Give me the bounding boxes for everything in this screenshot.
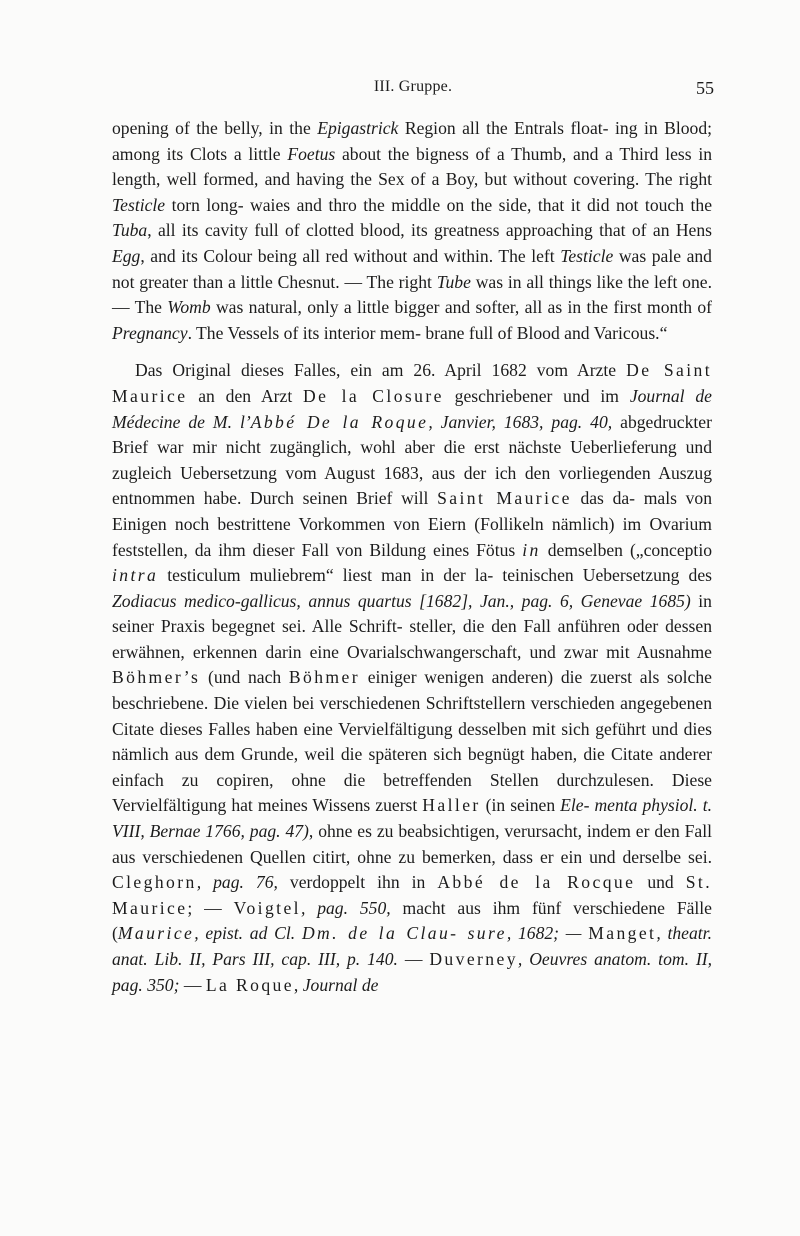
- text-run: abgedruckter Brief war mir nicht zugänglich, wohl aber die erst nächste Ueberlieferung und zugleich Uebersetzung vom August 1683, aus der ich den vorliegenden Auszug entnommen habe. Durch seinen Brief will: [112, 411, 712, 509]
- text-run: was pale and not greater than a little Chesnut. — The right: [112, 245, 712, 292]
- term-epigastrick: Epigastrick: [317, 118, 399, 138]
- citation-voigtel: , pag. 550,: [300, 897, 391, 918]
- text-run: testiculum muliebrem“ liest man in der la- teinischen Uebersetzung des: [158, 565, 712, 586]
- name-de-la-closure: De la Closure: [303, 385, 444, 406]
- term-tuba: Tuba: [112, 220, 148, 241]
- term-egg: Egg: [112, 245, 141, 266]
- text-run: verdoppelt ihn in: [277, 872, 438, 893]
- term-in: in: [522, 539, 541, 560]
- text-run: about the bigness of a Thumb, and a Third less in length, well formed, and having the Sex of a Boy, but without covering. The right: [112, 143, 713, 190]
- name-duverney: Duverney: [429, 949, 518, 969]
- name-maurice: Maurice: [117, 923, 195, 944]
- citation-manget: , theatr. anat. Lib. II, Pars III, cap. III, p. 140.: [112, 923, 712, 969]
- text-run: ; —: [187, 897, 234, 918]
- text-run: Region all the Entrals float- ing in Blood; among its Clots a little: [112, 118, 713, 164]
- term-intra: intra: [112, 565, 159, 586]
- text-run: (und nach: [200, 667, 289, 688]
- citation-cleghorn: , pag. 76,: [196, 872, 278, 893]
- text-run: das da- mals von Einigen noch bestrittene Vorkommen von Eiern (Follikeln nämlich) im Ovarium feststellen, da ihm dieser Fall von Bildung eines Fötus: [112, 488, 712, 560]
- paragraph-german-commentary: [112, 358, 712, 998]
- text-run: in seiner Praxis begegnet sei. Alle Schrift- steller, die den Fall anführen oder dessen erwähnen, erkennen darin eine Ovarialschwangerschaft, und zwar mit Ausnahme: [112, 590, 712, 662]
- name-la-roque: La Roque: [205, 974, 294, 995]
- text-run: einiger wenigen anderen) die zuerst als solche beschriebene. Die vielen bei verschiedenen Schriftstellern verschieden angegebenen Citate dieses Falles haben eine Vervielfältigung desselben mit sich geführt und dies nämlich aus dem Grunde, weil die späteren sich begnügt haben, die Citate anderer einfach zu copiren, ohne die betreffenden Stellen durchzulesen. Diese Vervielfältigung hat meines Wissens zuerst: [112, 667, 712, 816]
- running-head: [112, 78, 714, 104]
- term-testicle-left: Testicle: [560, 245, 614, 266]
- text-run: was in all things like the left one. — The: [112, 271, 712, 318]
- term-tube: Tube: [436, 271, 471, 292]
- citation-journal-de: Journal de: [302, 974, 379, 995]
- name-abbe-de-la-rocque: Abbé de la Rocque: [437, 872, 636, 893]
- text-run: , and its Colour being all red without and within. The left: [140, 245, 561, 266]
- term-womb: Womb: [167, 297, 211, 318]
- text-run: was natural, only a little bigger and softer, all as in the first month of: [210, 297, 712, 318]
- name-boehmer: Böhmer: [288, 667, 360, 688]
- section-title: III. Gruppe.: [373, 78, 453, 95]
- text-run: —: [179, 974, 206, 995]
- text-run: —: [397, 949, 430, 969]
- page-number: 55: [696, 78, 714, 98]
- name-voigtel: Voigtel: [233, 897, 301, 918]
- text-run: . The Vessels of its interior mem- brane full of Blood and Varicous.“: [187, 322, 668, 343]
- text-run: macht aus ihm fünf verschiedene Fälle (: [112, 897, 712, 944]
- citation-epist-year: , 1682; —: [506, 923, 589, 944]
- citation-journal: Journal de Médecine de M. l’: [112, 385, 712, 432]
- text-run: Das Original dieses Falles, ein am 26. April 1682 vom Arzte: [135, 360, 627, 381]
- paragraph-english-quotation: [112, 116, 712, 346]
- name-de-la-clausure: Dm. de la Clau- sure: [301, 923, 507, 944]
- text-run: ,: [293, 974, 303, 995]
- name-cleghorn: Cleghorn: [112, 872, 197, 893]
- name-saint-maurice: Saint Maurice: [437, 488, 572, 509]
- term-testicle-right: Testicle: [112, 194, 166, 215]
- term-pregnancy: Pregnancy: [112, 322, 188, 343]
- term-foetus: Foetus: [287, 143, 336, 164]
- citation-elementa: Ele- menta physiol. t. VIII, Bernae 1766, pag. 47): [112, 795, 712, 842]
- text-run: an den Arzt: [187, 385, 304, 406]
- citation-zodiacus: Zodiacus medico-gallicus, annus quartus [1682], Jan., pag. 6, Genevae 1685): [112, 590, 691, 611]
- citation-journal-date: , Janvier, 1683, pag. 40,: [428, 411, 613, 432]
- name-abbe-de-la-roque: Abbé De la Roque: [250, 411, 429, 432]
- name-st-maurice: St. Maurice: [112, 872, 712, 918]
- text-run: demselben („conceptio: [540, 539, 713, 560]
- text-run: , all its cavity full of clotted blood, its greatness approaching that of an Hens: [147, 220, 712, 241]
- name-haller: Haller: [422, 795, 481, 816]
- text-run: geschriebener und im: [443, 385, 630, 406]
- name-manget: Manget: [588, 923, 657, 944]
- citation-epist: , epist. ad Cl.: [194, 923, 302, 944]
- text-run: torn long- waies and thro the middle on the side, that it did not touch the: [165, 194, 712, 215]
- body-text: [112, 116, 712, 998]
- text-run: opening of the belly, in the: [112, 118, 318, 138]
- citation-duverney: , Oeuvres anatom. tom. II, pag. 350;: [112, 949, 712, 995]
- name-de-saint-maurice: De Saint Maurice: [112, 360, 713, 406]
- text-run: (in seinen: [480, 795, 561, 816]
- text-run: und: [635, 872, 686, 893]
- name-boehmer: Böhmer’s: [112, 667, 201, 688]
- text-run: , ohne es zu beabsichtigen, verursacht, indem er den Fall aus verschiedenen Quellen citirt, ohne zu bemerken, dass er ein und derselbe sei.: [112, 821, 712, 867]
